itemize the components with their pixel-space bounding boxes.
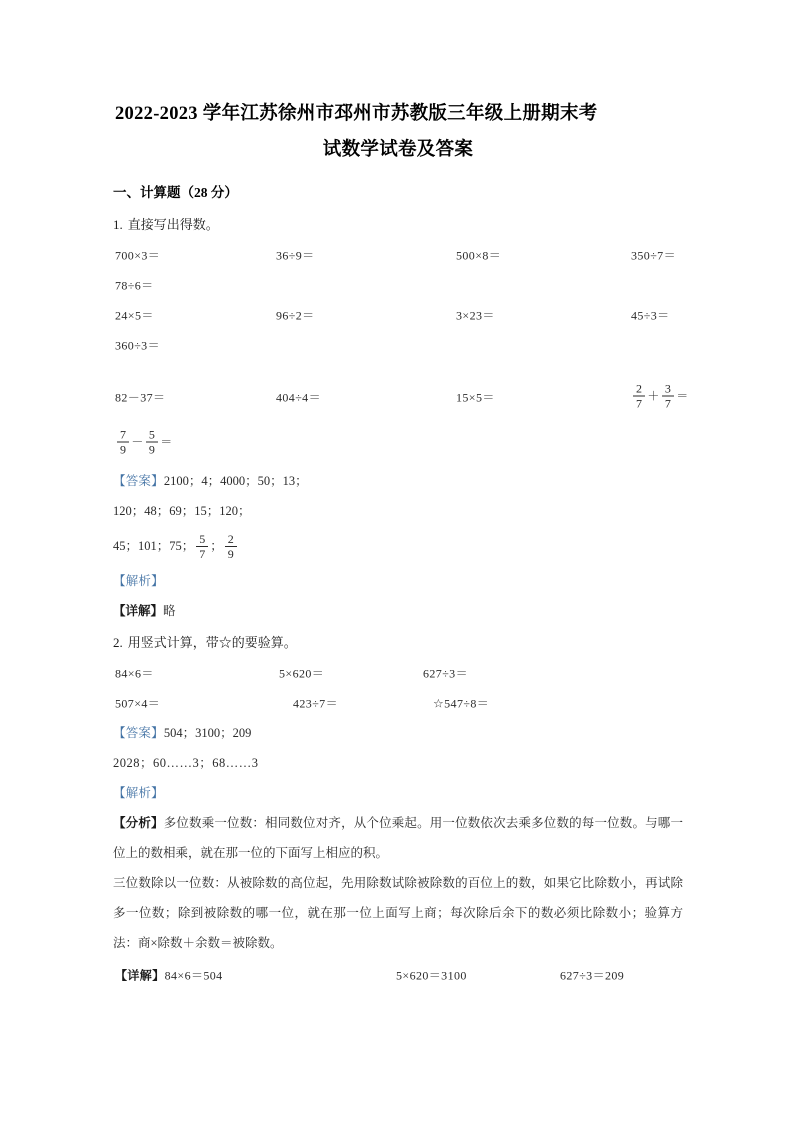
expression: 84×6＝ (115, 666, 154, 681)
expression: 360÷3＝ (115, 338, 160, 353)
fraction-denominator: 7 (664, 396, 672, 411)
question-2-number: 2. (113, 635, 123, 650)
question-2-analysis-paragraph-2: 三位数除以一位数：从被除数的高位起，先用除数试除被除数的百位上的数，如果它比除数小，再试除多一位数；除到被除数的哪一位，就在那一位上面写上商；每次除后余下的数必须比除数小；验算方法：商×除数＋余数＝被除数。 (113, 876, 683, 950)
analysis-tag: 【解析】 (113, 574, 164, 588)
answer-text: 120；48；69；15；120； (113, 504, 251, 518)
question-1-row-2 (113, 270, 683, 300)
detail-first-column (115, 967, 223, 984)
question-1-row-1 (113, 240, 683, 270)
expression: 45÷3＝ (631, 308, 670, 323)
question-2-row-1 (113, 658, 683, 688)
fraction-denominator: 9 (227, 546, 234, 561)
question-2-stem-text: 用竖式计算，带☆的要验算。 (127, 635, 297, 650)
answer-text: 45；101；75； (113, 539, 195, 553)
document-content (113, 96, 689, 990)
fraction (196, 532, 208, 561)
detail-text: 略 (163, 604, 176, 618)
question-2-answer-line-1 (113, 718, 683, 748)
fraction (225, 532, 237, 561)
equals-sign: ＝ (160, 434, 173, 449)
question-1-answer-line-2 (113, 496, 683, 526)
expression: 96÷2＝ (276, 308, 315, 323)
expression: 507×4＝ (115, 696, 161, 711)
fraction-numerator: 2 (633, 382, 645, 397)
expression-fraction-sum (631, 383, 689, 412)
expression: ☆547÷8＝ (433, 696, 490, 711)
question-1-answer-line-1 (113, 466, 683, 496)
analysis-tag: 【解析】 (113, 786, 164, 800)
question-2-analysis-line (113, 778, 683, 808)
expression: 36÷9＝ (276, 248, 315, 263)
detail-second-column: 5×620＝3100 (396, 968, 467, 983)
question-1-number: 1. (113, 217, 123, 232)
operator: ＋ (647, 388, 660, 403)
fraction (662, 382, 674, 411)
detail-tag: 【详解】 (115, 968, 165, 983)
question-1-stem (113, 210, 683, 240)
page-title-line-2: 试数学试卷及答案 (322, 140, 474, 160)
fraction-numerator: 5 (196, 532, 208, 547)
section-heading-calculation: 一、计算题（28 分） (113, 185, 238, 200)
question-1-detail-line (113, 596, 683, 626)
fraction-denominator: 9 (120, 442, 127, 457)
question-2-detail-row (113, 960, 683, 990)
expression: 78÷6＝ (115, 278, 154, 293)
expression: 404÷4＝ (276, 390, 321, 405)
fraction-denominator: 7 (199, 546, 206, 561)
fraction-denominator: 7 (636, 396, 643, 411)
expression: 500×8＝ (456, 248, 502, 263)
analysis-paragraph-text: 多位数乘一位数：相同数位对齐，从个位乘起。用一位数依次去乘多位数的每一位数。与哪一位上的数相乘，就在那一位的下面写上相应的积。 (113, 816, 683, 860)
question-1-row-4 (113, 330, 683, 360)
fraction-numerator: 2 (225, 532, 237, 547)
expression: 3×23＝ (456, 308, 495, 323)
expression: 5×620＝ (279, 666, 325, 681)
page-title (113, 96, 683, 168)
fraction-numerator: 3 (662, 382, 674, 397)
expression: 627÷3＝ (423, 666, 468, 681)
question-2-answer-line-2 (113, 748, 683, 778)
expression: 82－37＝ (115, 390, 166, 405)
question-1-answer-line-3 (113, 526, 683, 566)
spacer (113, 360, 683, 374)
question-1-row-5 (113, 374, 689, 420)
answer-tag: 【答案】 (113, 474, 164, 488)
expression: 423÷7＝ (293, 696, 338, 711)
expression-fraction-difference (115, 429, 173, 458)
expression: 350÷7＝ (631, 248, 676, 263)
question-1-row-6 (113, 420, 683, 466)
expression: 15×5＝ (456, 390, 495, 405)
separator: ； (210, 539, 223, 553)
fraction (146, 428, 158, 457)
question-2-analysis-paragraph-1 (113, 808, 683, 868)
detail-third-column: 627÷3＝209 (560, 968, 625, 983)
detail-tag: 【详解】 (113, 604, 164, 618)
question-2-stem (113, 628, 683, 658)
fraction (633, 382, 645, 411)
page-title-line-1: 2022-2023 学年江苏徐州市邳州市苏教版三年级上册期末考 (115, 104, 598, 124)
answer-text: 504；3100；209 (163, 726, 252, 740)
question-2-row-2 (113, 688, 683, 718)
fraction-denominator: 9 (148, 442, 156, 457)
fraction-numerator: 5 (146, 428, 158, 443)
answer-text: 2100；4；4000；50；13； (163, 474, 308, 488)
expression: 24×5＝ (115, 308, 154, 323)
answer-tag: 【答案】 (113, 726, 164, 740)
answer-text: 2028；60……3；68……3 (113, 756, 259, 770)
detail-text: 84×6＝504 (164, 968, 223, 983)
expression: 700×3＝ (115, 248, 161, 263)
question-1-analysis-line (113, 566, 683, 596)
equals-sign: ＝ (676, 388, 689, 403)
fraction-numerator: 7 (117, 428, 129, 443)
analysis-sub-tag: 【分析】 (113, 816, 164, 830)
question-1-stem-text: 直接写出得数。 (127, 217, 219, 232)
fraction (117, 428, 129, 457)
question-1-row-3 (113, 300, 683, 330)
operator: － (131, 434, 144, 449)
